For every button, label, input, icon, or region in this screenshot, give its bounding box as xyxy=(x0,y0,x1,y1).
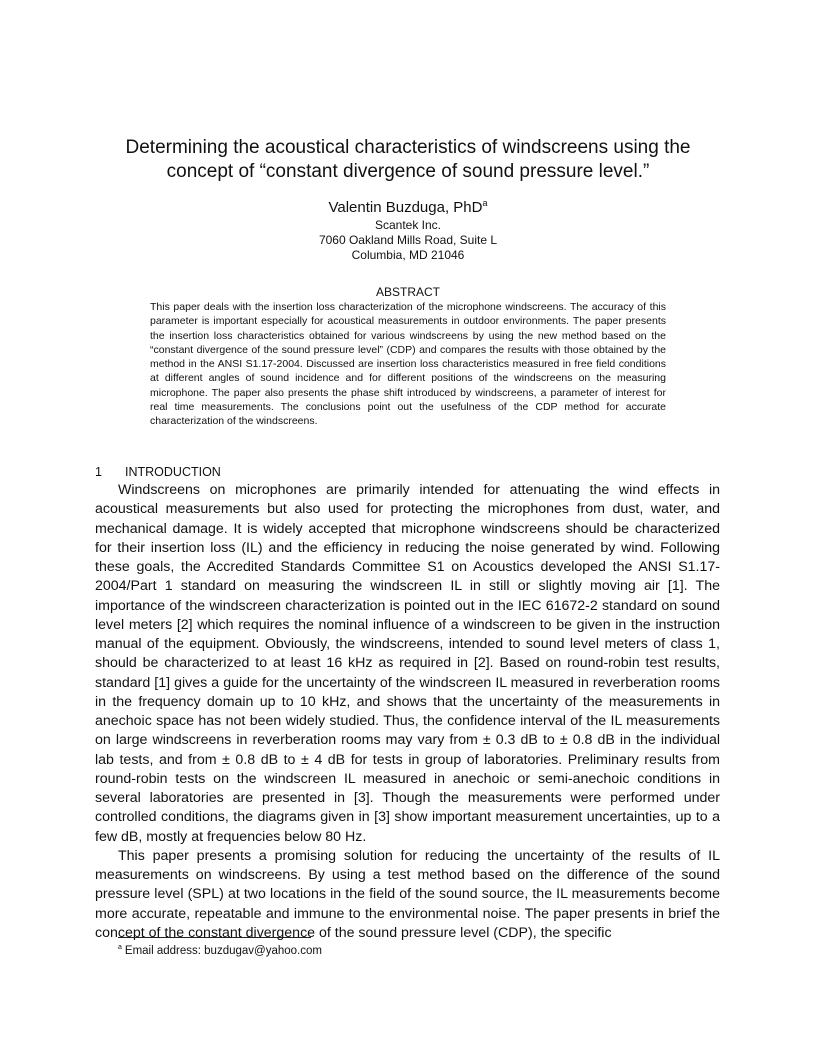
title-line-1: Determining the acoustical characteristics of windscreens using the xyxy=(125,137,691,158)
body-text xyxy=(95,481,720,943)
section-heading xyxy=(95,464,495,480)
footnote-text: Email address: buzdugav@yahoo.com xyxy=(124,945,322,957)
affiliation-org: Scantek Inc. xyxy=(374,218,442,232)
author-footnote-mark: a xyxy=(482,198,488,208)
affiliation-city: Columbia, MD 21046 xyxy=(351,248,465,262)
paper-title xyxy=(60,136,756,184)
abstract-text: This paper deals with the insertion loss characterization of the microphone windscreens. The accuracy of this parameter is important especially for acoustical measurements in outdoor environments. The paper presents the insertion loss characteristics obtained for various windscreens by using the new method based on the “constant divergence of the sound pressure level” (CDP) and compares the results with those obtained by the method in the ANSI S1.17-2004. Discussed are insertion loss characteristics measured in free field conditions at different angles of sound incidence and for different positions of the windscreens on the measuring microphone. The paper also presents the phase shift introduced by windscreens, a parameter of interest for real time measurements. The conclusions point out the usefulness of the CDP method for accurate characterization of the windscreens. xyxy=(150,301,666,428)
affiliation-street: 7060 Oakland Mills Road, Suite L xyxy=(318,233,498,247)
body-paragraph-2: This paper presents a promising solution for reducing the uncertainty of the results of IL measurements on windscreens. By using a test method based on the difference of the sound pressure level (SPL) at two locations in the field of the sound source, the IL measurements become more accurate, repeatable and immune to the environmental noise. The paper presents in brief the concept of the constant divergence of the sound pressure level (CDP), the specific xyxy=(95,847,720,941)
section-title: INTRODUCTION xyxy=(125,465,221,479)
body-paragraph-1: Windscreens on microphones are primarily intended for attenuating the wind effects in acoustical measurements but also used for protecting the microphones from dust, water, and mechanical damage. It is widely accepted that microphone windscreens should be characterized for their insertion loss (IL) and the efficiency in reducing the noise generated by wind. Following these goals, the Accredited Standards Committee S1 on Acoustics developed the ANSI S1.17-2004/Part 1 standard on measuring the windscreen IL in still or slightly moving air [1]. The importance of the windscreen characterization is pointed out in the IEC 61672-2 standard on sound level meters [2] which requires the nominal influence of a windscreen to be given in the instruction manual of the equipment. Obviously, the windscreens, intended to sound level meters of class 1, should be characterized to at least 16 kHz as required in [2]. Based on round-robin test results, standard [1] gives a guide for the uncertainty of the windscreen IL measured in reverberation rooms in the frequency domain up to 10 kHz, and shows that the uncertainty of the measurements in anechoic space has not been widely studied. Thus, the confidence interval of the IL measurements on large windscreens in reverberation rooms may vary from ± 0.3 dB to ± 0.8 dB in the individual lab tests, and from ± 0.8 dB to ± 4 dB for tests in group of laboratories. Preliminary results from round-robin tests on the windscreen IL measured in anechoic or semi-anechoic conditions in several laboratories are presented in [3]. Though the measurements were performed under controlled conditions, the diagrams given in [3] show important measurement uncertainties, up to a few dB, mostly at frequencies below 80 Hz. xyxy=(95,482,720,845)
author-line xyxy=(208,198,608,218)
affiliation xyxy=(208,218,608,263)
title-line-2: concept of “constant divergence of sound pressure level.” xyxy=(166,161,650,182)
abstract-heading: ABSTRACT xyxy=(375,285,440,299)
section-number: 1 xyxy=(95,465,102,479)
author-name: Valentin Buzduga, PhD xyxy=(328,199,483,216)
footnote-mark: a xyxy=(118,944,122,951)
footnote xyxy=(118,944,518,959)
footnote-rule xyxy=(118,937,311,938)
